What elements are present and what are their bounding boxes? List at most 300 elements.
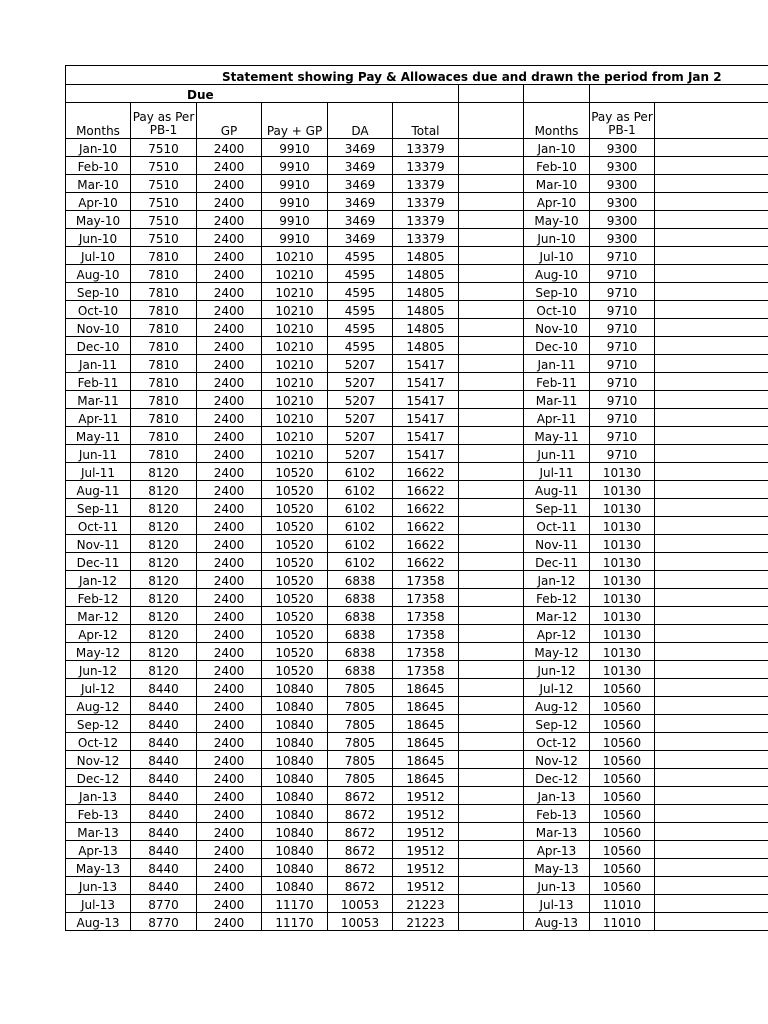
total-cell: 17358 bbox=[393, 607, 459, 625]
pay-right-cell: 11010 bbox=[590, 913, 655, 931]
month-right-cell: Dec-11 bbox=[524, 553, 590, 571]
pay-right-cell: 10130 bbox=[590, 463, 655, 481]
pay-cell: 8440 bbox=[131, 769, 197, 787]
gp-cell: 2400 bbox=[197, 211, 262, 229]
gap-cell bbox=[459, 301, 524, 319]
month-cell: May-13 bbox=[66, 859, 131, 877]
gp-cell: 2400 bbox=[197, 859, 262, 877]
spacer-cell bbox=[655, 103, 768, 139]
due-row bbox=[66, 85, 768, 103]
pay-cell: 8120 bbox=[131, 463, 197, 481]
empty-cell bbox=[655, 589, 768, 607]
pay-right-cell: 10130 bbox=[590, 607, 655, 625]
empty-cell bbox=[655, 841, 768, 859]
da-cell: 3469 bbox=[328, 211, 393, 229]
gap-cell bbox=[459, 733, 524, 751]
pay-cell: 8440 bbox=[131, 823, 197, 841]
pay-right-cell: 10560 bbox=[590, 823, 655, 841]
gp-cell: 2400 bbox=[197, 769, 262, 787]
gap-cell bbox=[459, 193, 524, 211]
total-cell: 13379 bbox=[393, 229, 459, 247]
month-cell: May-12 bbox=[66, 643, 131, 661]
month-cell: Oct-12 bbox=[66, 733, 131, 751]
table-row bbox=[66, 373, 768, 391]
empty-cell bbox=[655, 715, 768, 733]
gp-cell: 2400 bbox=[197, 373, 262, 391]
table-row bbox=[66, 463, 768, 481]
table-row bbox=[66, 769, 768, 787]
total-cell: 19512 bbox=[393, 787, 459, 805]
da-cell: 8672 bbox=[328, 823, 393, 841]
da-cell: 5207 bbox=[328, 409, 393, 427]
gp-cell: 2400 bbox=[197, 517, 262, 535]
gp-cell: 2400 bbox=[197, 643, 262, 661]
month-cell: Aug-13 bbox=[66, 913, 131, 931]
pay-right-cell: 9300 bbox=[590, 175, 655, 193]
gp-cell: 2400 bbox=[197, 661, 262, 679]
pay-right-cell: 9710 bbox=[590, 373, 655, 391]
da-cell: 5207 bbox=[328, 445, 393, 463]
month-right-cell: Feb-13 bbox=[524, 805, 590, 823]
pay-right-cell: 9300 bbox=[590, 211, 655, 229]
pay-right-cell: 10130 bbox=[590, 643, 655, 661]
table-row bbox=[66, 265, 768, 283]
gp-cell: 2400 bbox=[197, 157, 262, 175]
total-cell: 14805 bbox=[393, 319, 459, 337]
month-cell: Mar-13 bbox=[66, 823, 131, 841]
gap-cell bbox=[459, 841, 524, 859]
pay-cell: 8440 bbox=[131, 733, 197, 751]
pay-cell: 8120 bbox=[131, 661, 197, 679]
table-row bbox=[66, 175, 768, 193]
table-row bbox=[66, 841, 768, 859]
total-cell: 14805 bbox=[393, 283, 459, 301]
month-right-cell: May-13 bbox=[524, 859, 590, 877]
da-cell: 6838 bbox=[328, 643, 393, 661]
total-cell: 19512 bbox=[393, 859, 459, 877]
pay-right-cell: 10560 bbox=[590, 787, 655, 805]
empty-cell bbox=[655, 229, 768, 247]
pay-gp-cell: 10210 bbox=[262, 301, 328, 319]
gap-cell bbox=[459, 499, 524, 517]
da-cell: 4595 bbox=[328, 283, 393, 301]
month-right-cell: Sep-12 bbox=[524, 715, 590, 733]
empty-cell bbox=[655, 175, 768, 193]
pay-gp-cell: 10210 bbox=[262, 427, 328, 445]
empty-cell bbox=[655, 553, 768, 571]
pay-right-cell: 10130 bbox=[590, 625, 655, 643]
pay-right-cell: 9300 bbox=[590, 157, 655, 175]
pay-right-cell: 10130 bbox=[590, 481, 655, 499]
empty-cell bbox=[655, 805, 768, 823]
gap-cell bbox=[459, 229, 524, 247]
spacer-cell bbox=[524, 85, 590, 103]
empty-cell bbox=[655, 823, 768, 841]
header-months: Months bbox=[66, 103, 131, 139]
pay-cell: 8120 bbox=[131, 517, 197, 535]
gap-cell bbox=[459, 535, 524, 553]
table-row bbox=[66, 697, 768, 715]
month-cell: Jun-10 bbox=[66, 229, 131, 247]
gp-cell: 2400 bbox=[197, 625, 262, 643]
month-right-cell: Apr-13 bbox=[524, 841, 590, 859]
month-cell: Jul-10 bbox=[66, 247, 131, 265]
da-cell: 4595 bbox=[328, 301, 393, 319]
pay-right-cell: 11010 bbox=[590, 895, 655, 913]
table-row bbox=[66, 589, 768, 607]
da-cell: 4595 bbox=[328, 337, 393, 355]
pay-gp-cell: 10840 bbox=[262, 751, 328, 769]
gp-cell: 2400 bbox=[197, 355, 262, 373]
empty-cell bbox=[655, 355, 768, 373]
gp-cell: 2400 bbox=[197, 787, 262, 805]
empty-cell bbox=[655, 193, 768, 211]
pay-gp-cell: 10840 bbox=[262, 769, 328, 787]
table-row bbox=[66, 139, 768, 157]
pay-right-cell: 10560 bbox=[590, 697, 655, 715]
total-cell: 16622 bbox=[393, 499, 459, 517]
table-row bbox=[66, 895, 768, 913]
month-cell: Mar-12 bbox=[66, 607, 131, 625]
gap-cell bbox=[459, 265, 524, 283]
da-cell: 3469 bbox=[328, 157, 393, 175]
month-right-cell: Feb-12 bbox=[524, 589, 590, 607]
month-cell: Jun-11 bbox=[66, 445, 131, 463]
da-cell: 6102 bbox=[328, 463, 393, 481]
month-right-cell: May-10 bbox=[524, 211, 590, 229]
total-cell: 17358 bbox=[393, 571, 459, 589]
month-right-cell: Mar-11 bbox=[524, 391, 590, 409]
total-cell: 15417 bbox=[393, 373, 459, 391]
pay-right-cell: 9710 bbox=[590, 247, 655, 265]
month-right-cell: Apr-11 bbox=[524, 409, 590, 427]
gap-cell bbox=[459, 355, 524, 373]
month-right-cell: Jul-11 bbox=[524, 463, 590, 481]
gp-cell: 2400 bbox=[197, 301, 262, 319]
pay-cell: 8120 bbox=[131, 607, 197, 625]
pay-cell: 7810 bbox=[131, 373, 197, 391]
pay-cell: 7810 bbox=[131, 265, 197, 283]
pay-right-cell: 9710 bbox=[590, 427, 655, 445]
table-row bbox=[66, 247, 768, 265]
da-cell: 6102 bbox=[328, 517, 393, 535]
pay-gp-cell: 10210 bbox=[262, 247, 328, 265]
da-cell: 6838 bbox=[328, 607, 393, 625]
pay-cell: 7510 bbox=[131, 139, 197, 157]
month-cell: Sep-10 bbox=[66, 283, 131, 301]
gp-cell: 2400 bbox=[197, 283, 262, 301]
pay-cell: 8440 bbox=[131, 679, 197, 697]
due-label: Due bbox=[66, 85, 459, 103]
gap-cell bbox=[459, 139, 524, 157]
pay-cell: 7810 bbox=[131, 337, 197, 355]
pay-cell: 8120 bbox=[131, 535, 197, 553]
pay-gp-cell: 10840 bbox=[262, 679, 328, 697]
pay-cell: 8120 bbox=[131, 643, 197, 661]
pay-gp-cell: 10520 bbox=[262, 463, 328, 481]
da-cell: 6838 bbox=[328, 625, 393, 643]
header-row bbox=[66, 103, 768, 139]
month-cell: Nov-11 bbox=[66, 535, 131, 553]
pay-cell: 7810 bbox=[131, 391, 197, 409]
month-cell: May-10 bbox=[66, 211, 131, 229]
gp-cell: 2400 bbox=[197, 877, 262, 895]
da-cell: 8672 bbox=[328, 859, 393, 877]
gp-cell: 2400 bbox=[197, 193, 262, 211]
gap-cell bbox=[459, 913, 524, 931]
total-cell: 15417 bbox=[393, 355, 459, 373]
gap-cell bbox=[459, 751, 524, 769]
header-pay-pb1: Pay as Per PB-1 bbox=[131, 103, 197, 139]
gap-cell bbox=[459, 697, 524, 715]
gap-cell bbox=[459, 607, 524, 625]
empty-cell bbox=[655, 445, 768, 463]
pay-cell: 7810 bbox=[131, 283, 197, 301]
da-cell: 5207 bbox=[328, 427, 393, 445]
pay-right-cell: 10560 bbox=[590, 805, 655, 823]
month-right-cell: Dec-10 bbox=[524, 337, 590, 355]
empty-cell bbox=[655, 391, 768, 409]
pay-gp-cell: 10520 bbox=[262, 535, 328, 553]
da-cell: 5207 bbox=[328, 373, 393, 391]
table-row bbox=[66, 319, 768, 337]
gp-cell: 2400 bbox=[197, 391, 262, 409]
pay-cell: 8120 bbox=[131, 553, 197, 571]
gap-cell bbox=[459, 661, 524, 679]
gp-cell: 2400 bbox=[197, 139, 262, 157]
table-row bbox=[66, 409, 768, 427]
gp-cell: 2400 bbox=[197, 679, 262, 697]
pay-cell: 8440 bbox=[131, 751, 197, 769]
month-cell: Dec-10 bbox=[66, 337, 131, 355]
gap-cell bbox=[459, 445, 524, 463]
gap-cell bbox=[459, 283, 524, 301]
gap-cell bbox=[459, 157, 524, 175]
table-row bbox=[66, 733, 768, 751]
month-right-cell: Dec-12 bbox=[524, 769, 590, 787]
pay-right-cell: 9300 bbox=[590, 193, 655, 211]
total-cell: 17358 bbox=[393, 661, 459, 679]
empty-cell bbox=[655, 535, 768, 553]
da-cell: 6838 bbox=[328, 661, 393, 679]
da-cell: 7805 bbox=[328, 769, 393, 787]
month-cell: Jul-13 bbox=[66, 895, 131, 913]
pay-right-cell: 9710 bbox=[590, 301, 655, 319]
header-pay-gp: Pay + GP bbox=[262, 103, 328, 139]
total-cell: 19512 bbox=[393, 805, 459, 823]
pay-gp-cell: 10210 bbox=[262, 319, 328, 337]
gp-cell: 2400 bbox=[197, 175, 262, 193]
total-cell: 15417 bbox=[393, 391, 459, 409]
month-cell: Jan-11 bbox=[66, 355, 131, 373]
gp-cell: 2400 bbox=[197, 499, 262, 517]
pay-cell: 7810 bbox=[131, 301, 197, 319]
month-right-cell: Jul-13 bbox=[524, 895, 590, 913]
da-cell: 7805 bbox=[328, 733, 393, 751]
gap-cell bbox=[459, 553, 524, 571]
da-cell: 6102 bbox=[328, 535, 393, 553]
month-cell: Sep-12 bbox=[66, 715, 131, 733]
empty-cell bbox=[655, 427, 768, 445]
gap-cell bbox=[459, 589, 524, 607]
table-row bbox=[66, 499, 768, 517]
gap-cell bbox=[459, 463, 524, 481]
total-cell: 16622 bbox=[393, 517, 459, 535]
month-right-cell: Jun-13 bbox=[524, 877, 590, 895]
total-cell: 16622 bbox=[393, 535, 459, 553]
pay-right-cell: 10130 bbox=[590, 535, 655, 553]
gap-cell bbox=[459, 481, 524, 499]
gp-cell: 2400 bbox=[197, 265, 262, 283]
table-row bbox=[66, 913, 768, 931]
month-right-cell: Apr-10 bbox=[524, 193, 590, 211]
pay-cell: 8440 bbox=[131, 859, 197, 877]
month-right-cell: Aug-11 bbox=[524, 481, 590, 499]
table-row bbox=[66, 535, 768, 553]
empty-cell bbox=[655, 247, 768, 265]
empty-cell bbox=[655, 211, 768, 229]
total-cell: 14805 bbox=[393, 337, 459, 355]
da-cell: 6102 bbox=[328, 481, 393, 499]
total-cell: 21223 bbox=[393, 913, 459, 931]
empty-cell bbox=[655, 463, 768, 481]
month-right-cell: Aug-13 bbox=[524, 913, 590, 931]
month-cell: Aug-11 bbox=[66, 481, 131, 499]
pay-gp-cell: 11170 bbox=[262, 913, 328, 931]
pay-cell: 8440 bbox=[131, 877, 197, 895]
gp-cell: 2400 bbox=[197, 319, 262, 337]
total-cell: 21223 bbox=[393, 895, 459, 913]
table-row bbox=[66, 751, 768, 769]
empty-cell bbox=[655, 733, 768, 751]
spacer-cell bbox=[590, 85, 768, 103]
month-right-cell: Mar-12 bbox=[524, 607, 590, 625]
gap-cell bbox=[459, 391, 524, 409]
gap-cell bbox=[459, 877, 524, 895]
da-cell: 10053 bbox=[328, 895, 393, 913]
da-cell: 8672 bbox=[328, 877, 393, 895]
pay-gp-cell: 10210 bbox=[262, 373, 328, 391]
pay-right-cell: 10130 bbox=[590, 661, 655, 679]
pay-gp-cell: 10520 bbox=[262, 589, 328, 607]
pay-gp-cell: 10520 bbox=[262, 643, 328, 661]
pay-right-cell: 9710 bbox=[590, 355, 655, 373]
month-cell: Jul-12 bbox=[66, 679, 131, 697]
da-cell: 4595 bbox=[328, 319, 393, 337]
pay-gp-cell: 10520 bbox=[262, 571, 328, 589]
table-row bbox=[66, 301, 768, 319]
gp-cell: 2400 bbox=[197, 535, 262, 553]
gap-cell bbox=[459, 643, 524, 661]
pay-gp-cell: 10840 bbox=[262, 877, 328, 895]
pay-gp-cell: 10520 bbox=[262, 499, 328, 517]
da-cell: 4595 bbox=[328, 247, 393, 265]
da-cell: 6838 bbox=[328, 589, 393, 607]
month-right-cell: Jun-11 bbox=[524, 445, 590, 463]
title-row bbox=[66, 66, 768, 85]
month-cell: Nov-10 bbox=[66, 319, 131, 337]
pay-right-cell: 10560 bbox=[590, 751, 655, 769]
total-cell: 18645 bbox=[393, 697, 459, 715]
month-cell: Jun-12 bbox=[66, 661, 131, 679]
pay-gp-cell: 10520 bbox=[262, 517, 328, 535]
total-cell: 16622 bbox=[393, 481, 459, 499]
gap-cell bbox=[459, 859, 524, 877]
pay-cell: 7510 bbox=[131, 175, 197, 193]
gap-cell bbox=[459, 427, 524, 445]
gap-cell bbox=[459, 373, 524, 391]
pay-right-cell: 10130 bbox=[590, 589, 655, 607]
da-cell: 6102 bbox=[328, 553, 393, 571]
month-cell: Dec-12 bbox=[66, 769, 131, 787]
gap-cell bbox=[459, 805, 524, 823]
month-right-cell: Nov-11 bbox=[524, 535, 590, 553]
month-cell: Sep-11 bbox=[66, 499, 131, 517]
pay-gp-cell: 10840 bbox=[262, 823, 328, 841]
month-right-cell: Mar-13 bbox=[524, 823, 590, 841]
pay-gp-cell: 9910 bbox=[262, 139, 328, 157]
total-cell: 18645 bbox=[393, 733, 459, 751]
empty-cell bbox=[655, 283, 768, 301]
empty-cell bbox=[655, 517, 768, 535]
pay-cell: 8440 bbox=[131, 697, 197, 715]
pay-gp-cell: 10520 bbox=[262, 661, 328, 679]
empty-cell bbox=[655, 409, 768, 427]
month-cell: Feb-12 bbox=[66, 589, 131, 607]
gp-cell: 2400 bbox=[197, 427, 262, 445]
empty-cell bbox=[655, 337, 768, 355]
gp-cell: 2400 bbox=[197, 715, 262, 733]
pay-gp-cell: 10840 bbox=[262, 697, 328, 715]
month-cell: Apr-11 bbox=[66, 409, 131, 427]
pay-cell: 7510 bbox=[131, 193, 197, 211]
gp-cell: 2400 bbox=[197, 913, 262, 931]
table-row bbox=[66, 823, 768, 841]
table-row bbox=[66, 679, 768, 697]
pay-gp-cell: 10520 bbox=[262, 481, 328, 499]
pay-right-cell: 9710 bbox=[590, 391, 655, 409]
month-right-cell: May-11 bbox=[524, 427, 590, 445]
pay-cell: 8440 bbox=[131, 805, 197, 823]
da-cell: 3469 bbox=[328, 229, 393, 247]
total-cell: 13379 bbox=[393, 157, 459, 175]
empty-cell bbox=[655, 319, 768, 337]
month-right-cell: May-12 bbox=[524, 643, 590, 661]
empty-cell bbox=[655, 661, 768, 679]
total-cell: 14805 bbox=[393, 265, 459, 283]
month-cell: Oct-10 bbox=[66, 301, 131, 319]
total-cell: 18645 bbox=[393, 751, 459, 769]
empty-cell bbox=[655, 787, 768, 805]
empty-cell bbox=[655, 571, 768, 589]
spacer-cell bbox=[459, 103, 524, 139]
gap-cell bbox=[459, 247, 524, 265]
empty-cell bbox=[655, 895, 768, 913]
pay-cell: 7810 bbox=[131, 355, 197, 373]
pay-gp-cell: 10520 bbox=[262, 607, 328, 625]
table-row bbox=[66, 661, 768, 679]
pay-cell: 7510 bbox=[131, 157, 197, 175]
gap-cell bbox=[459, 895, 524, 913]
da-cell: 4595 bbox=[328, 265, 393, 283]
total-cell: 16622 bbox=[393, 553, 459, 571]
month-right-cell: Jul-12 bbox=[524, 679, 590, 697]
pay-right-cell: 10560 bbox=[590, 769, 655, 787]
pay-cell: 7810 bbox=[131, 247, 197, 265]
month-cell: Jan-13 bbox=[66, 787, 131, 805]
gap-cell bbox=[459, 517, 524, 535]
gp-cell: 2400 bbox=[197, 841, 262, 859]
